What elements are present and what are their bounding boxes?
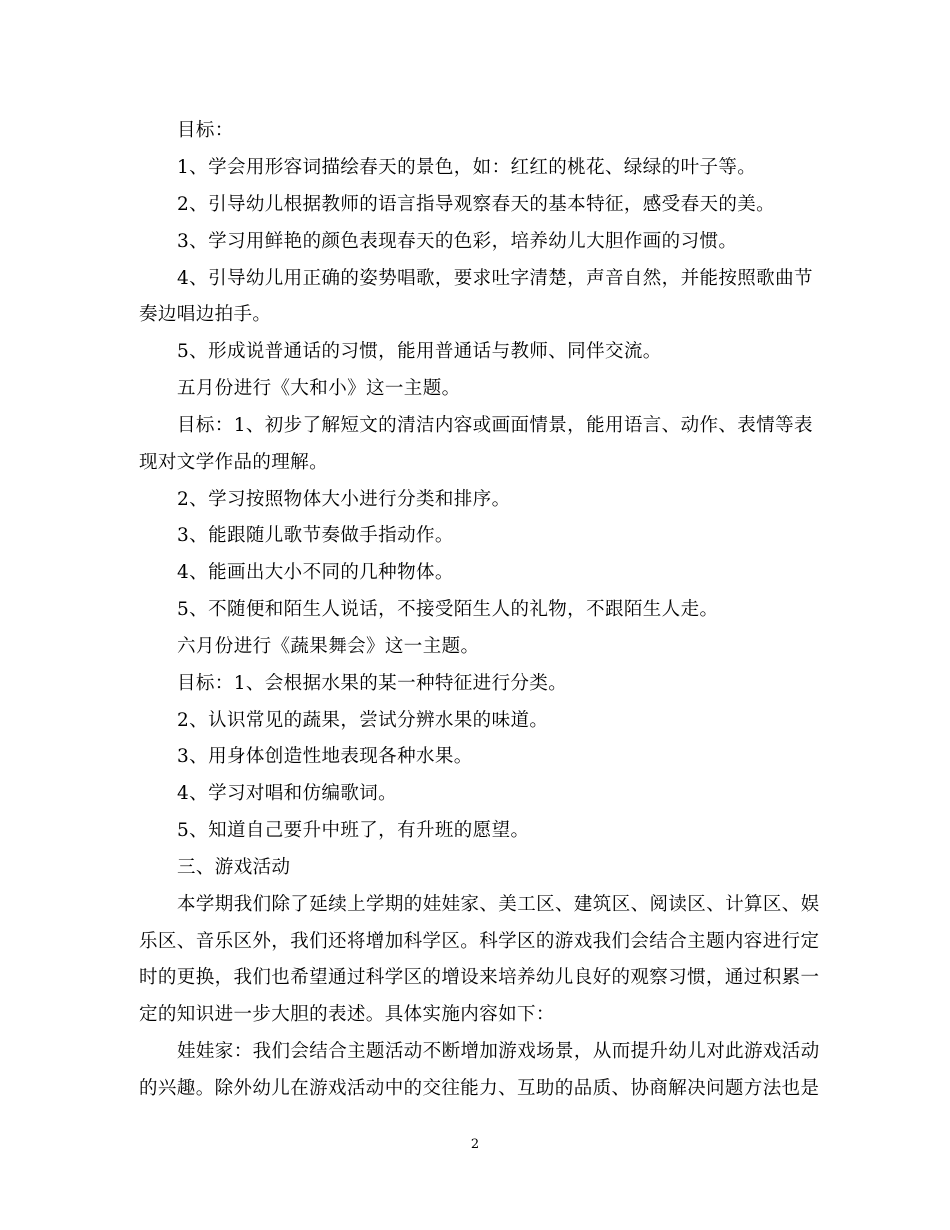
- text-line: 3、用身体创造性地表现各种水果。: [177, 746, 473, 767]
- text-line: 定的知识进一步大胆的表述。具体实施内容如下：: [139, 1004, 555, 1025]
- text-line: 三、游戏活动: [177, 857, 291, 878]
- text-line: 娃娃家：我们会结合主题活动不断增加游戏场景，从而提升幼儿对此游戏活动: [177, 1041, 820, 1062]
- page-number: 2: [470, 1137, 480, 1152]
- text-line: 乐区、音乐区外，我们还将增加科学区。科学区的游戏我们会结合主题内容进行定: [139, 931, 820, 952]
- text-line: 现对文学作品的理解。: [139, 452, 329, 473]
- text-line: 六月份进行《蔬果舞会》这一主题。: [177, 636, 480, 657]
- text-line: 3、能跟随儿歌节奏做手指动作。: [177, 525, 454, 546]
- text-line: 时的更换，我们也希望通过科学区的增设来培养幼儿良好的观察习惯，通过积累一: [139, 967, 820, 988]
- text-line: 的兴趣。除外幼儿在游戏活动中的交往能力、互助的品质、协商解决问题方法也是: [139, 1078, 820, 1099]
- text-line: 2、引导幼儿根据教师的语言指导观察春天的基本特征，感受春天的美。: [177, 194, 776, 215]
- text-line: 目标：1、初步了解短文的清洁内容或画面情景，能用语言、动作、表情等表: [177, 415, 813, 436]
- text-line: 4、能画出大小不同的几种物体。: [177, 562, 454, 583]
- text-line: 奏边唱边拍手。: [139, 304, 272, 325]
- text-line: 五月份进行《大和小》这一主题。: [177, 378, 461, 399]
- text-line: 2、学习按照物体大小进行分类和排序。: [177, 489, 511, 510]
- text-line: 2、认识常见的蔬果，尝试分辨水果的味道。: [177, 710, 549, 731]
- text-line: 4、引导幼儿用正确的姿势唱歌，要求吐字清楚，声音自然，并能按照歌曲节: [177, 268, 813, 289]
- text-line: 1、学会用形容词描绘春天的景色，如：红红的桃花、绿绿的叶子等。: [177, 157, 757, 178]
- text-line: 本学期我们除了延续上学期的娃娃家、美工区、建筑区、阅读区、计算区、娱: [177, 894, 820, 915]
- text-line: 目标：1、会根据水果的某一种特征进行分类。: [177, 673, 568, 694]
- text-line: 5、不随便和陌生人说话，不接受陌生人的礼物，不跟陌生人走。: [177, 599, 719, 620]
- text-line: 目标：: [177, 120, 234, 141]
- text-line: 5、形成说普通话的习惯，能用普通话与教师、同伴交流。: [177, 341, 662, 362]
- text-line: 4、学习对唱和仿编歌词。: [177, 783, 398, 804]
- text-line: 3、学习用鲜艳的颜色表现春天的色彩，培养幼儿大胆作画的习惯。: [177, 231, 738, 252]
- text-line: 5、知道自己要升中班了，有升班的愿望。: [177, 820, 530, 841]
